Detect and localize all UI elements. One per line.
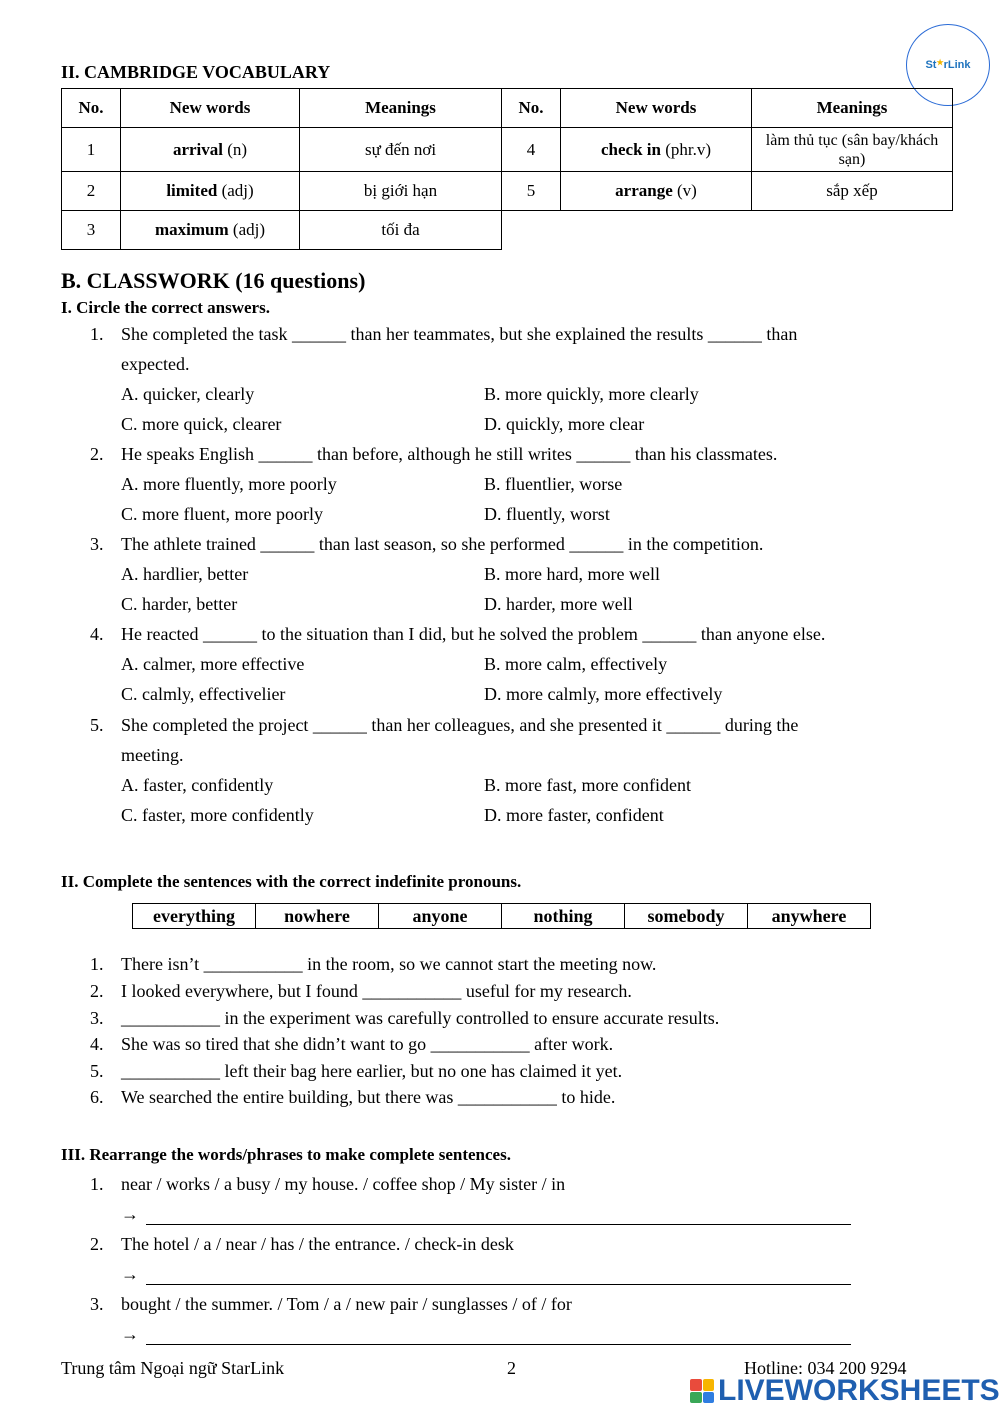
sentence-text[interactable]: She was so tired that she didn’t want to go ___________ after work. — [121, 1034, 614, 1054]
option-c[interactable]: C. calmly, effectivelier — [121, 684, 286, 704]
option-c[interactable]: C. faster, more confidently — [121, 805, 314, 825]
question-text-cont: expected. — [121, 354, 190, 374]
option-c[interactable]: C. more quick, clearer — [121, 414, 282, 434]
question-text: She completed the task ______ than her teammates, but she explained the results ______ than — [121, 324, 798, 344]
answer-line[interactable] — [146, 1266, 851, 1285]
question-text: The athlete trained ______ than last season, so she performed ______ in the competition. — [121, 534, 764, 554]
sentence-number: 2. — [90, 981, 104, 1001]
item-number: 1. — [90, 1174, 104, 1194]
sentence-number: 6. — [90, 1087, 104, 1107]
item-number: 2. — [90, 1234, 104, 1254]
option-a[interactable]: A. calmer, more effective — [121, 654, 305, 674]
word-no: 3 — [62, 211, 121, 250]
answer-line[interactable] — [146, 1206, 851, 1225]
option-c[interactable]: C. more fluent, more poorly — [121, 504, 323, 524]
question-number: 2. — [90, 444, 104, 464]
word-no: 4 — [502, 128, 561, 172]
option-a[interactable]: A. quicker, clearly — [121, 384, 255, 404]
option-d[interactable]: D. fluently, worst — [484, 504, 610, 524]
word-bank-item: anyone — [379, 904, 502, 929]
meaning: làm thủ tục (sân bay/khách sạn) — [752, 128, 953, 172]
part3-heading: III. Rearrange the words/phrases to make complete sentences. — [61, 1145, 511, 1164]
table-row — [62, 128, 953, 172]
footer-center-name: Trung tâm Ngoại ngữ StarLink — [61, 1358, 285, 1378]
option-a[interactable]: A. hardlier, better — [121, 564, 249, 584]
logo-text: St★rLink — [925, 58, 971, 71]
empty-cell — [502, 211, 953, 250]
col-header: New words — [121, 89, 300, 128]
part1-heading: I. Circle the correct answers. — [61, 298, 270, 317]
page-number: 2 — [507, 1358, 516, 1378]
word-bank-item: everything — [133, 904, 256, 929]
meaning: tối đa — [300, 211, 502, 250]
option-d[interactable]: D. more calmly, more effectively — [484, 684, 723, 704]
question-text-cont: meeting. — [121, 745, 184, 765]
col-header: No. — [502, 89, 561, 128]
vocab-table — [61, 88, 953, 250]
new-word: maximum (adj) — [121, 211, 300, 250]
question-text: He reacted ______ to the situation than I did, but he solved the problem ______ than anyone else. — [121, 624, 826, 644]
sentence-number: 1. — [90, 954, 104, 974]
question-number: 4. — [90, 624, 104, 644]
meaning: bị giới hạn — [300, 172, 502, 211]
sentence-number: 5. — [90, 1061, 104, 1081]
answer-line[interactable] — [146, 1326, 851, 1345]
sentence-text[interactable]: I looked everywhere, but I found ___________ useful for my research. — [121, 981, 632, 1001]
meaning: sắp xếp — [752, 172, 953, 211]
new-word: check in (phr.v) — [561, 128, 752, 172]
liveworksheets-badge-icon — [690, 1379, 714, 1403]
col-header: New words — [561, 89, 752, 128]
sentence-text[interactable]: We searched the entire building, but there was ___________ to hide. — [121, 1087, 616, 1107]
question-number: 5. — [90, 715, 104, 735]
new-word: limited (adj) — [121, 172, 300, 211]
new-word: arrival (n) — [121, 128, 300, 172]
word-no: 1 — [62, 128, 121, 172]
word-bank-item: nothing — [502, 904, 625, 929]
vocab-heading: II. CAMBRIDGE VOCABULARY — [61, 62, 331, 82]
scrambled-words: The hotel / a / near / has / the entrance. / check-in desk — [121, 1234, 514, 1254]
option-b[interactable]: B. fluentlier, worse — [484, 474, 623, 494]
item-number: 3. — [90, 1294, 104, 1314]
sentence-text[interactable]: ___________ in the experiment was carefully controlled to ensure accurate results. — [121, 1008, 720, 1028]
question-number: 1. — [90, 324, 104, 344]
col-header: Meanings — [300, 89, 502, 128]
table-row — [62, 211, 953, 250]
sentence-number: 4. — [90, 1034, 104, 1054]
option-b[interactable]: B. more calm, effectively — [484, 654, 668, 674]
sentence-text[interactable]: ___________ left their bag here earlier, but no one has claimed it yet. — [121, 1061, 623, 1081]
scrambled-words: near / works / a busy / my house. / coffee shop / My sister / in — [121, 1174, 566, 1194]
classwork-title: B. CLASSWORK (16 questions) — [61, 268, 366, 293]
arrow-icon: → — [121, 1204, 139, 1224]
arrow-icon: → — [121, 1264, 139, 1284]
option-b[interactable]: B. more quickly, more clearly — [484, 384, 699, 404]
option-b[interactable]: B. more hard, more well — [484, 564, 660, 584]
sentence-text[interactable]: There isn’t ___________ in the room, so we cannot start the meeting now. — [121, 954, 657, 974]
vocab-header-row — [62, 89, 953, 128]
option-a[interactable]: A. more fluently, more poorly — [121, 474, 337, 494]
watermark-text: LIVEWORKSHEETS — [718, 1374, 1000, 1407]
word-no: 2 — [62, 172, 121, 211]
word-no: 5 — [502, 172, 561, 211]
question-text: She completed the project ______ than her colleagues, and she presented it ______ during the — [121, 715, 799, 735]
scrambled-words: bought / the summer. / Tom / a / new pair / sunglasses / of / for — [121, 1294, 572, 1314]
question-number: 3. — [90, 534, 104, 554]
col-header: No. — [62, 89, 121, 128]
word-bank-item: somebody — [625, 904, 748, 929]
table-row — [62, 172, 953, 211]
option-a[interactable]: A. faster, confidently — [121, 775, 274, 795]
part2-heading: II. Complete the sentences with the correct indefinite pronouns. — [61, 872, 522, 891]
liveworksheets-watermark — [690, 1374, 1000, 1408]
option-d[interactable]: D. harder, more well — [484, 594, 633, 614]
hotline: Hotline: 034 200 9294 — [744, 1358, 907, 1378]
option-d[interactable]: D. quickly, more clear — [484, 414, 645, 434]
option-d[interactable]: D. more faster, confident — [484, 805, 664, 825]
word-bank — [132, 903, 871, 929]
word-bank-item: anywhere — [748, 904, 871, 929]
meaning: sự đến nơi — [300, 128, 502, 172]
word-bank-item: nowhere — [256, 904, 379, 929]
arrow-icon: → — [121, 1324, 139, 1344]
option-c[interactable]: C. harder, better — [121, 594, 238, 614]
col-header: Meanings — [752, 89, 953, 128]
question-text: He speaks English ______ than before, although he still writes ______ than his classmates. — [121, 444, 778, 464]
new-word: arrange (v) — [561, 172, 752, 211]
option-b[interactable]: B. more fast, more confident — [484, 775, 691, 795]
sentence-number: 3. — [90, 1008, 104, 1028]
